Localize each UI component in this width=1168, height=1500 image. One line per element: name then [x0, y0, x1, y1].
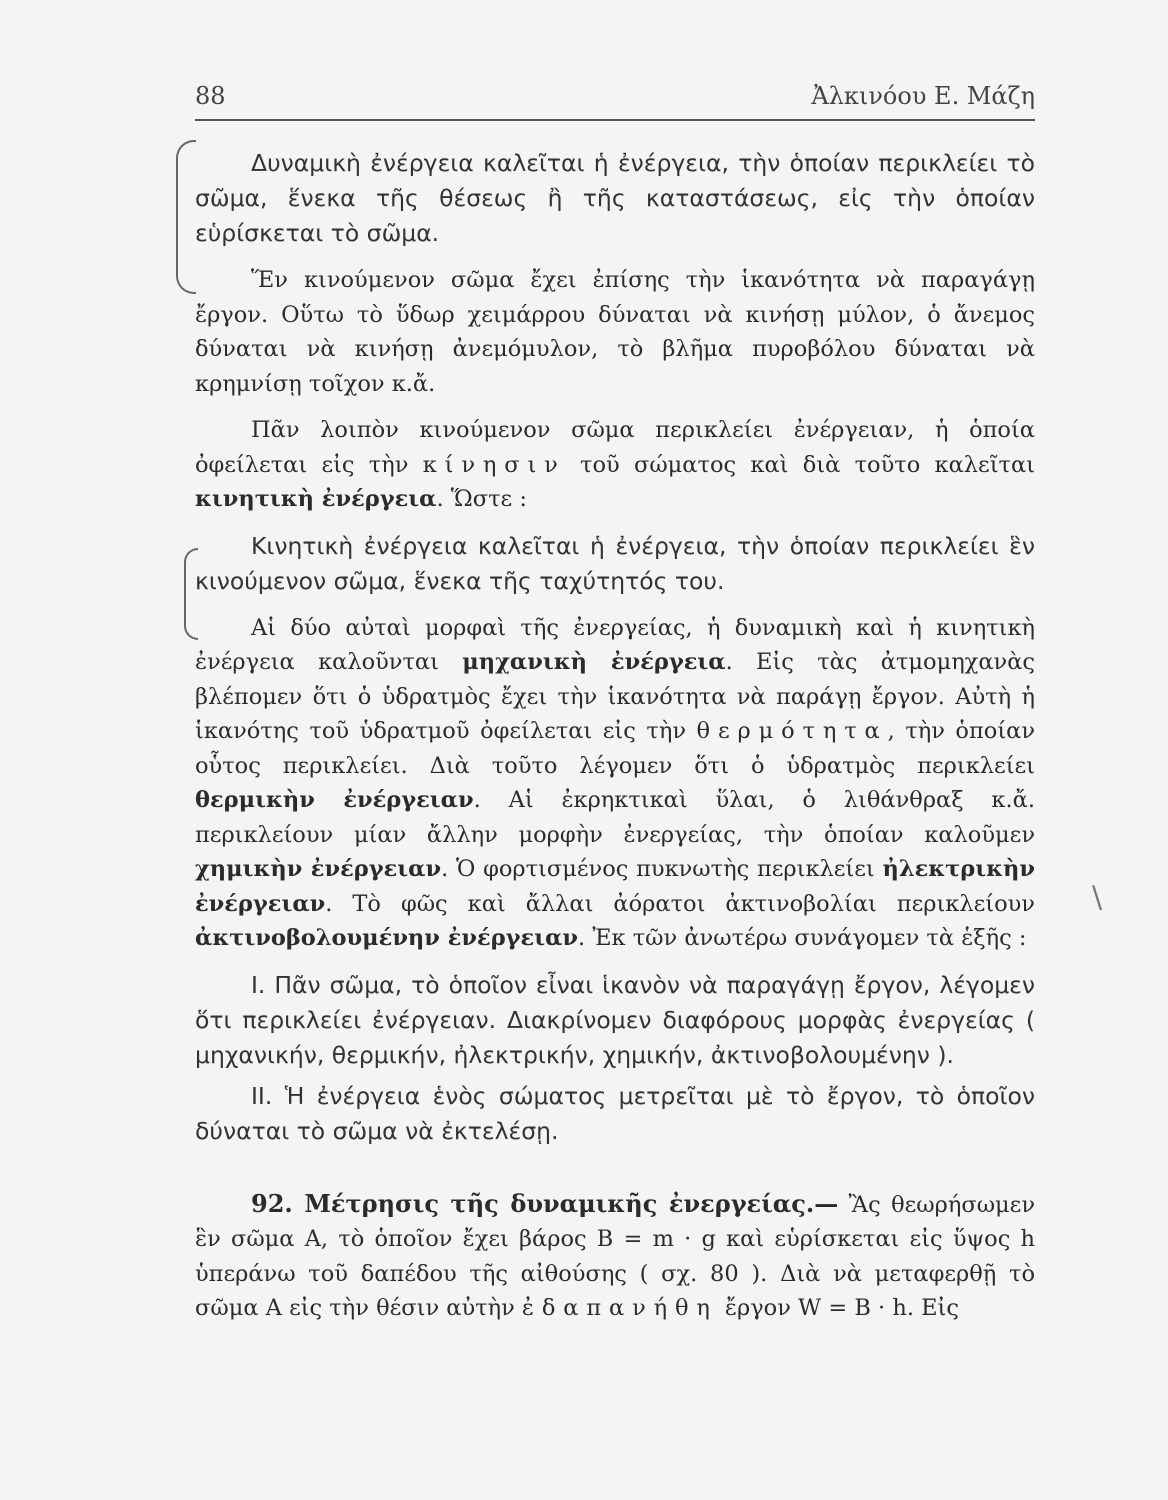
paragraph-energy-forms: Αἱ δύο αὐταὶ μορφαὶ τῆς ἐνεργείας, ἡ δυναμικὴ καὶ ἡ κινητικὴ ἐνέργεια καλοῦνται μηχανικὴ ἐνέργεια. Εἰς τὰς ἀτμομηχανὰς βλέπομεν ὅτι ὁ ὑδρατμὸς ἔχει τὴν ἱκανότητα νὰ παράγῃ ἔργον. Αὐτὴ ἡ ἱκανότης τοῦ ὑδρατμοῦ ὀφείλεται εἰς τὴν θερμότητα, τὴν ὁποίαν οὗτος περικλείει. Διὰ τοῦτο λέγομεν ὅτι ὁ ὑδρατμὸς περικλείει θερμικὴν ἐνέργειαν. Αἱ ἐκρηκτικαὶ ὕλαι, ὁ λιθάνθραξ κ.ἄ. περικλείουν μίαν ἄλλην μορφὴν ἐνεργείας, τὴν ὁποίαν καλοῦμεν χημικὴν ἐνέργειαν. Ὁ φορτισμένος πυκνωτὴς περικλείει ἠλεκτρικὴν ἐνέργειαν. Τὸ φῶς καὶ ἄλλαι ἀόρατοι ἀκτινοβολίαι περικλείουν ἀκτινοβολουμένην ἐνέργειαν. Ἐκ τῶν ἀνωτέρω συνάγομεν τὰ ἑξῆς :: [195, 614, 1036, 951]
bold-term: κινητικὴ ἐνέργεια: [195, 486, 437, 512]
section-92: 92. Μέτρησις τῆς δυναμικῆς ἐνεργείας.— Ἂς θεωρήσωμεν ἓν σῶμα Α, τὸ ὁποῖον ἔχει βάρος Β = m · g καὶ εὑρίσκεται εἰς ὕψος h ὑπεράνω τοῦ δαπέδου τῆς αἰθούσης ( σχ. 80 ). Διὰ νὰ μεταφερθῇ τὸ σῶμα Α εἰς τὴν θέσιν αὐτὴν ἐδαπανήθη ἔργον W = B · h. Εἰς: [195, 1188, 1035, 1321]
spaced-term: κίνησιν: [422, 451, 566, 478]
bold-term: χημικὴν ἐνέργειαν: [195, 856, 442, 882]
page-header: [195, 82, 1035, 118]
conclusion-item-1: I. Πᾶν σῶμα, τὸ ὁποῖον εἶναι ἱκανὸν νὰ παραγάγῃ ἔργον, λέγομεν ὅτι περικλείει ἐνέργειαν. Διακρίνομεν διαφόρους μορφὰς ἐνεργείας ( μηχανικήν, θερμικήν, ἠλεκτρικήν, χημικήν, ἀκτινοβολουμένην ).: [195, 970, 1035, 1069]
header-rule: [195, 119, 1035, 121]
bold-term: μηχανικὴ ἐνέργεια: [462, 649, 726, 675]
spaced-term: ἐδαπανήθη: [521, 1295, 718, 1321]
pencil-mark: \: [1092, 880, 1103, 915]
paragraph-kinetic-energy: Πᾶν λοιπὸν κινούμενον σῶμα περικλείει ἐνέργειαν, ἡ ὁποία ὀφείλεται εἰς τὴν κίνησιν τοῦ σώματος καὶ διὰ τοῦτο καλεῖται κινητικὴ ἐνέργεια. Ὥστε :: [195, 417, 1035, 512]
bold-term: ἠλεκτρικὴν ἐνέργειαν: [195, 856, 1035, 917]
definition-potential-energy: Δυναμικὴ ἐνέργεια καλεῖται ἡ ἐνέργεια, τὴν ὁποίαν περικλείει τὸ σῶμα, ἕνεκα τῆς θέσεως ἢ τῆς καταστάσεως, εἰς τὴν ὁποίαν εὑρίσκεται τὸ σῶμα.: [195, 149, 1035, 247]
pencil-bracket-mark: [176, 140, 196, 294]
bold-term: ἀκτινοβολουμένην ἐνέργειαν: [195, 925, 579, 951]
bold-term: θερμικὴν ἐνέργειαν: [195, 787, 474, 813]
definition-kinetic-energy: Κινητικὴ ἐνέργεια καλεῖται ἡ ἐνέργεια, τὴν ὁποίαν περικλείει ἓν κινούμενον σῶμα, ἕνεκα τῆς ταχύτητός του.: [195, 531, 1035, 595]
section-heading: 92. Μέτρησις τῆς δυναμικῆς ἐνεργείας.—: [251, 1188, 839, 1218]
spaced-term: θερμότητα: [696, 718, 888, 744]
conclusion-item-2: II. Ἡ ἐνέργεια ἑνὸς σώματος μετρεῖται μὲ τὸ ἔργον, τὸ ὁποῖον δύναται τὸ σῶμα νὰ ἐκτελέσῃ.: [195, 1081, 1035, 1145]
paragraph-moving-body: Ἕν κινούμενον σῶμα ἔχει ἐπίσης τὴν ἱκανότητα νὰ παραγάγῃ ἔργον. Οὕτω τὸ ὕδωρ χειμάρρου δύναται νὰ κινήσῃ μύλον, ὁ ἄνεμος δύναται νὰ κινήσῃ ἀνεμόμυλον, τὸ βλῆμα πυροβόλου δύναται νὰ κρημνίσῃ τοῖχον κ.ἄ.: [195, 267, 1035, 397]
page-number: 88: [195, 82, 226, 110]
running-title: Ἀλκινόου Ε. Μάζη: [811, 82, 1035, 110]
page-body: [195, 146, 1035, 1326]
